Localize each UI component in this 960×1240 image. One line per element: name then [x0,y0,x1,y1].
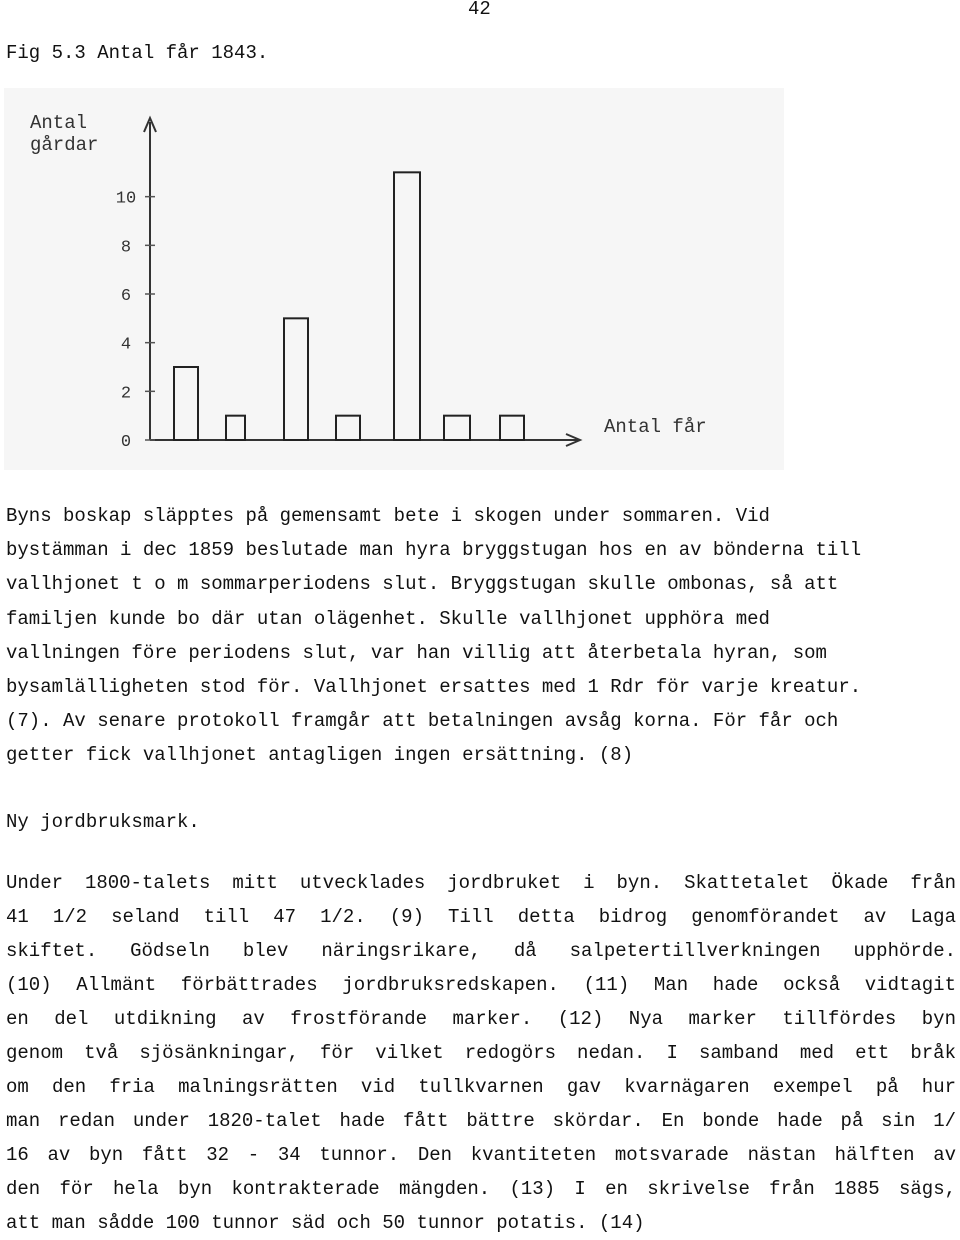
text-line: Under 1800-talets mitt utvecklades jordbruket i byn. Skattetalet Ökade från [6,872,956,894]
text-line: bysamlälligheten stod för. Vallhjonet ersattes med 1 Rdr för varje kreatur. [6,676,862,699]
figure-title: Fig 5.3 Antal får 1843. [6,42,269,64]
text-line: 16 av byn fått 32 - 34 tunnor. Den kvantiteten motsvarade nästan hälften av [6,1144,956,1166]
text-line: om den fria malningsrätten vid tullkvarnen gav kvarnägaren exempel på hur [6,1076,956,1098]
bar [226,416,245,440]
y-tick-label: 0 [120,433,132,452]
bar [336,416,360,440]
y-tick-label: 6 [120,287,132,306]
y-axis-label-line-2: gårdar [30,134,99,156]
x-axis-label: Antal får [604,416,707,438]
text-line: vallningen före periodens slut, var han villig att återbetala hyran, som [6,641,827,664]
bar [284,318,308,440]
text-line: (7). Av senare protokoll framgår att betalningen avsåg korna. För får och [6,710,839,733]
section-heading: Ny jordbruksmark. [6,811,200,833]
text-line: en del utdikning av frostförande marker. (12) Nya marker tillfördes byn [6,1008,956,1030]
bar [174,367,198,440]
y-tick-label: 8 [120,238,132,258]
bar-chart [4,88,784,470]
bar [394,172,420,440]
y-tick-label: 4 [120,335,132,355]
paragraph-new-farmland [6,866,956,1240]
text-line: 41 1/2 seland till 47 1/2. (9) Till detta bidrog genomförandet av Laga [6,906,956,928]
text-line: att man sådde 100 tunnor säd och 50 tunnor potatis. (14) [6,1212,645,1234]
text-line: den för hela byn kontrakterade mängden. (13) I en skrivelse från 1885 sägs, [6,1178,956,1200]
y-axis-label-line-1: Antal [30,112,88,134]
text-line: man redan under 1820-talet hade fått bättre skördar. En bonde hade på sin 1/ [6,1110,956,1132]
bar [500,416,524,440]
y-tick-label: 10 [115,189,137,209]
text-line: Byns boskap släpptes på gemensamt bete i skogen under sommaren. Vid [6,505,770,527]
text-line: familjen kunde bo där utan olägenhet. Skulle vallhjonet upphöra med [6,607,770,630]
y-tick-label: 2 [120,384,132,404]
text-line: genom två sjösänkningar, för vilket redogörs nedan. I samband med ett bråk [6,1042,956,1064]
bar [444,416,470,440]
page-number: 42 [468,0,491,20]
paragraph-livestock-grazing [6,499,956,773]
bar-chart-figure [4,88,784,470]
text-line: vallhjonet t o m sommarperiodens slut. Bryggstugan skulle ombonas, så att [6,573,839,596]
text-line: (10) Allmänt förbättrades jordbruksredskapen. (11) Man hade också vidtagit [6,974,956,996]
text-line: bystämman i dec 1859 beslutade man hyra bryggstugan hos en av bönderna till [6,539,862,562]
text-line: getter fick vallhjonet antagligen ingen ersättning. (8) [6,744,634,767]
text-line: skiftet. Gödseln blev näringsrikare, då salpetertillverkningen upphörde. [6,940,956,962]
